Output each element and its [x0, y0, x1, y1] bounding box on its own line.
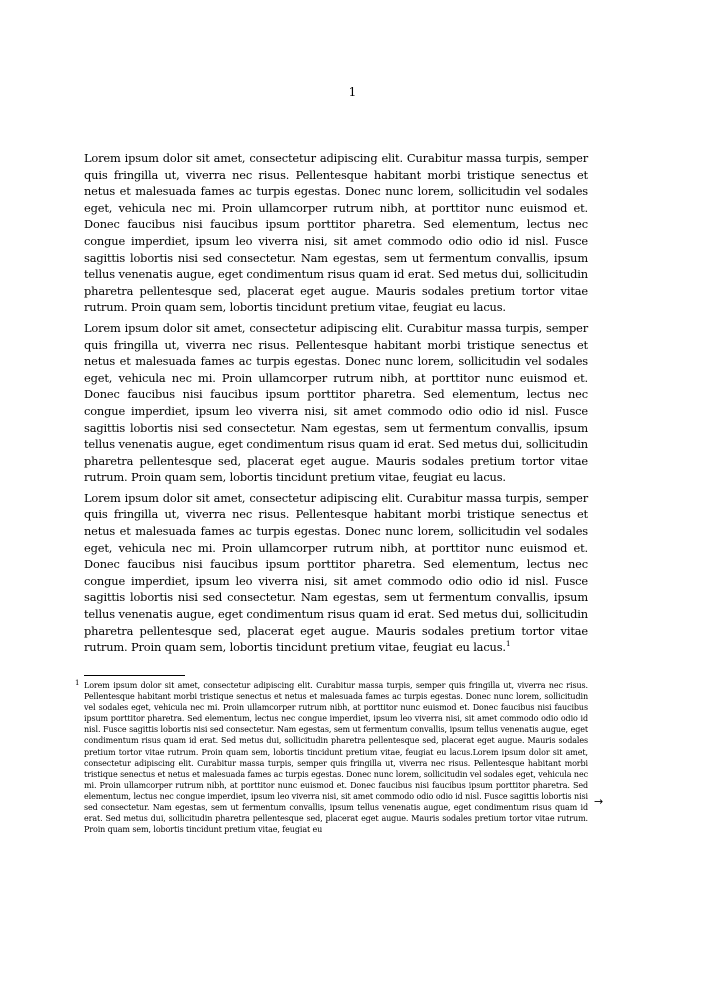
paragraph-3-text: Lorem ipsum dolor sit amet, consectetur adipiscing elit. Curabitur massa turpis, semper quis fringilla ut, viverra nec risus. Pellentesque habitant morbi tristique senectus et netus et malesuada fames ac turpis egestas. Donec nunc lorem, sollicitudin vel sodales eget, vehicula nec mi. Proin ullamcorper rutrum nibh, at porttitor nunc euismod et. Donec faucibus nisi faucibus ipsum porttitor pharetra. Sed elementum, lectus nec congue imperdiet, ipsum leo viverra nisi, sit amet commodo odio odio id nisl. Fusce sagittis lobortis nisi sed consectetur. Nam egestas, sem ut fermentum convallis, ipsum tellus venenatis augue, eget condimentum risus quam id erat. Sed metus dui, sollicitudin pharetra pellentesque sed, placerat eget augue. Mauris sodales pretium tortor vitae rutrum. Proin quam sem, lobortis tincidunt pretium vitae, feugiat eu lacus.: [84, 490, 588, 655]
paragraph-3: [84, 490, 588, 656]
page-number: 1: [348, 85, 357, 99]
footnote-reference[interactable]: 1: [505, 639, 511, 649]
continuation-arrow-icon: →: [594, 795, 604, 808]
footnote-rule: [84, 675, 185, 676]
footnote-marker: 1: [75, 679, 80, 687]
footnote-text: Lorem ipsum dolor sit amet, consectetur adipiscing elit. Curabitur massa turpis, semper quis fringilla ut, viverra nec risus. Pellentesque habitant morbi tristique senectus et netus et malesuada fames ac turpis egestas. Donec nunc lorem, sollicitudin vel sodales eget, vehicula nec mi. Proin ullamcorper rutrum nibh, at porttitor nunc euismod et. Donec faucibus nisi faucibus ipsum porttitor pharetra. Sed elementum, lectus nec congue imperdiet, ipsum leo viverra nisi, sit amet commodo odio odio id nisl. Fusce sagittis lobortis nisi sed consectetur. Nam egestas, sem ut fermentum convallis, ipsum tellus venenatis augue, eget condimentum risus quam id erat. Sed metus dui, sollicitudin pharetra pellentesque sed, placerat eget augue. Mauris sodales pretium tortor vitae rutrum. Proin quam sem, lobortis tincidunt pretium vitae, feugiat eu lacus.Lorem ipsum dolor sit amet, consectetur adipiscing elit. Curabitur massa turpis, semper quis fringilla ut, viverra nec risus. Pellentesque habitant morbi tristique senectus et netus et malesuada fames ac turpis egestas. Donec nunc lorem, sollicitudin vel sodales eget, vehicula nec mi. Proin ullamcorper rutrum nibh, at porttitor nunc euismod et. Donec faucibus nisi faucibus ipsum porttitor pharetra. Sed elementum, lectus nec congue imperdiet, ipsum leo viverra nisi, sit amet commodo odio odio id nisl. Fusce sagittis lobortis nisi sed consectetur. Nam egestas, sem ut fermentum convallis, ipsum tellus venenatis augue, eget condimentum risus quam id erat. Sed metus dui, sollicitudin pharetra pellentesque sed, placerat eget augue. Mauris sodales pretium tortor vitae rutrum. Proin quam sem, lobortis tincidunt pretium vitae, feugiat eu: [84, 681, 588, 835]
paragraph-1: Lorem ipsum dolor sit amet, consectetur adipiscing elit. Curabitur massa turpis, semper quis fringilla ut, viverra nec risus. Pellentesque habitant morbi tristique senectus et netus et malesuada fames ac turpis egestas. Donec nunc lorem, sollicitudin vel sodales eget, vehicula nec mi. Proin ullamcorper rutrum nibh, at porttitor nunc euismod et. Donec faucibus nisi faucibus ipsum porttitor pharetra. Sed elementum, lectus nec congue imperdiet, ipsum leo viverra nisi, sit amet commodo odio odio id nisl. Fusce sagittis lobortis nisi sed consectetur. Nam egestas, sem ut fermentum convallis, ipsum tellus venenatis augue, eget condimentum risus quam id erat. Sed metus dui, sollicitudin pharetra pellentesque sed, placerat eget augue. Mauris sodales pretium tortor vitae rutrum. Proin quam sem, lobortis tincidunt pretium vitae, feugiat eu lacus.: [84, 151, 588, 315]
body-text: [84, 150, 588, 660]
footnote: [75, 679, 588, 835]
paragraph-2: Lorem ipsum dolor sit amet, consectetur adipiscing elit. Curabitur massa turpis, semper quis fringilla ut, viverra nec risus. Pellentesque habitant morbi tristique senectus et netus et malesuada fames ac turpis egestas. Donec nunc lorem, sollicitudin vel sodales eget, vehicula nec mi. Proin ullamcorper rutrum nibh, at porttitor nunc euismod et. Donec faucibus nisi faucibus ipsum porttitor pharetra. Sed elementum, lectus nec congue imperdiet, ipsum leo viverra nisi, sit amet commodo odio odio id nisl. Fusce sagittis lobortis nisi sed consectetur. Nam egestas, sem ut fermentum convallis, ipsum tellus venenatis augue, eget condimentum risus quam id erat. Sed metus dui, sollicitudin pharetra pellentesque sed, placerat eget augue. Mauris sodales pretium tortor vitae rutrum. Proin quam sem, lobortis tincidunt pretium vitae, feugiat eu lacus.: [84, 320, 588, 485]
